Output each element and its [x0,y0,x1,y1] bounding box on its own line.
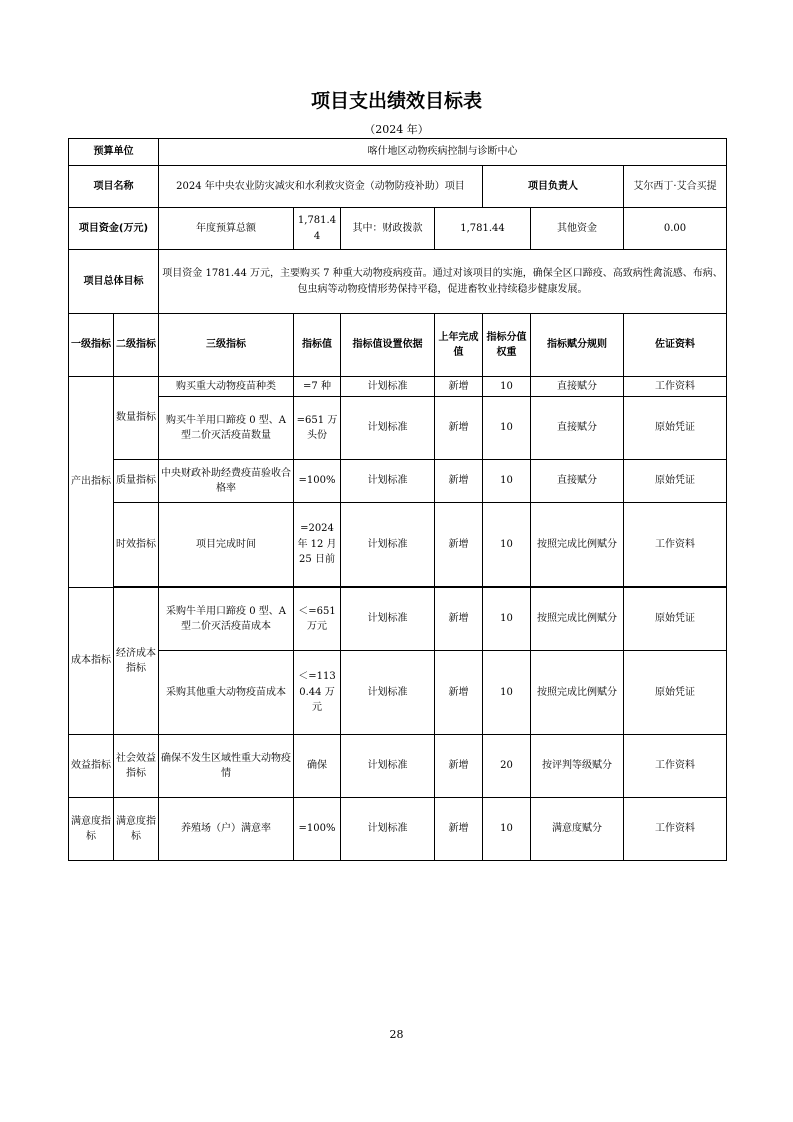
last-year-cell: 新增 [435,397,483,460]
table-row [69,798,727,861]
group-economic-cost: 经济成本指标 [114,588,159,735]
last-year-cell: 新增 [435,503,483,587]
overall-goal-label: 项目总体目标 [69,250,159,314]
page-number: 28 [389,1028,404,1041]
indicator-cell: 项目完成时间 [159,503,294,587]
budget-unit-row [69,139,727,166]
group-satisfaction-sub: 满意度指标 [114,798,159,861]
project-name-value: 2024 年中央农业防灾减灾和水利救灾资金（动物防疫补助）项目 [159,166,483,208]
evidence-cell: 原始凭证 [624,397,727,460]
weight-cell: 10 [483,397,531,460]
table-row [69,377,727,397]
last-year-cell: 新增 [435,588,483,651]
table-row [69,397,727,460]
col-basis: 指标值设置依据 [341,314,435,377]
rule-cell: 按照完成比例赋分 [531,588,624,651]
indicator-cell: 购买牛羊用口蹄疫 0 型、A 型二价灭活疫苗数量 [159,397,294,460]
project-leader-label: 项目负责人 [483,166,624,208]
group-satisfaction: 满意度指标 [69,798,114,861]
table-row [69,651,727,735]
col-level1: 一级指标 [69,314,114,377]
indicator-cell: 采购牛羊用口蹄疫 0 型、A 型二价灭活疫苗成本 [159,588,294,651]
basis-cell: 计划标准 [341,651,435,735]
weight-cell: 10 [483,798,531,861]
last-year-cell: 新增 [435,651,483,735]
rule-cell: 按照完成比例赋分 [531,651,624,735]
evidence-cell: 工作资料 [624,377,727,397]
basis-cell: 计划标准 [341,460,435,503]
col-rule: 指标赋分规则 [531,314,624,377]
indicator-cell: 确保不发生区域性重大动物疫情 [159,735,294,798]
other-funds-label: 其他资金 [531,208,624,250]
evidence-cell: 原始凭证 [624,651,727,735]
annual-total-label: 年度预算总额 [159,208,294,250]
indicator-cell: 中央财政补助经费疫苗验收合格率 [159,460,294,503]
funds-label: 项目资金(万元) [69,208,159,250]
budget-unit-label: 预算单位 [69,139,159,166]
other-funds-value: 0.00 [624,208,727,250]
group-cost: 成本指标 [69,588,114,735]
project-name-row [69,166,727,208]
evidence-cell: 原始凭证 [624,460,727,503]
funds-row [69,208,727,250]
basis-cell: 计划标准 [341,735,435,798]
weight-cell: 10 [483,588,531,651]
weight-cell: 20 [483,735,531,798]
basis-cell: 计划标准 [341,397,435,460]
project-name-label: 项目名称 [69,166,159,208]
weight-cell: 10 [483,377,531,397]
basis-cell: 计划标准 [341,503,435,587]
basis-cell: 计划标准 [341,798,435,861]
indicator-cell: 购买重大动物疫苗种类 [159,377,294,397]
rule-cell: 满意度赋分 [531,798,624,861]
table-row [69,503,727,587]
col-weight: 指标分值权重 [483,314,531,377]
value-cell: =2024 年 12 月 25 日前 [294,503,341,587]
table-row [69,588,727,651]
value-cell: =100% [294,798,341,861]
last-year-cell: 新增 [435,377,483,397]
col-level2: 二级指标 [114,314,159,377]
last-year-cell: 新增 [435,798,483,861]
annual-total-value: 1,781.44 [294,208,341,250]
overall-goal-row [69,250,727,314]
last-year-cell: 新增 [435,735,483,798]
evidence-cell: 原始凭证 [624,588,727,651]
rule-cell: 按照完成比例赋分 [531,503,624,587]
rule-cell: 直接赋分 [531,397,624,460]
fiscal-value: 1,781.44 [435,208,531,250]
basis-cell: 计划标准 [341,377,435,397]
value-cell: ＜=651 万元 [294,588,341,651]
col-value: 指标值 [294,314,341,377]
table-row [69,460,727,503]
page-title: 项目支出绩效目标表 [310,90,482,112]
value-cell: 确保 [294,735,341,798]
group-quality: 质量指标 [114,460,159,503]
performance-table [68,138,727,861]
col-level3: 三级指标 [159,314,294,377]
year-subtitle: （2024 年） [364,123,429,136]
basis-cell: 计划标准 [341,588,435,651]
evidence-cell: 工作资料 [624,798,727,861]
value-cell: =651 万头份 [294,397,341,460]
rule-cell: 按评判等级赋分 [531,735,624,798]
value-cell: =7 种 [294,377,341,397]
group-output: 产出指标 [69,377,114,588]
weight-cell: 10 [483,460,531,503]
group-benefit: 效益指标 [69,735,114,798]
col-evidence: 佐证资料 [624,314,727,377]
project-leader-value: 艾尔西丁·艾合买提 [624,166,727,208]
value-cell: =100% [294,460,341,503]
evidence-cell: 工作资料 [624,503,727,587]
table-row [69,735,727,798]
col-last-year: 上年完成值 [435,314,483,377]
last-year-cell: 新增 [435,460,483,503]
rule-cell: 直接赋分 [531,377,624,397]
indicator-cell: 采购其他重大动物疫苗成本 [159,651,294,735]
overall-goal-text: 项目资金 1781.44 万元，主要购买 7 种重大动物疫病疫苗。通过对该项目的实施，确保全区口蹄疫、高致病性禽流感、布病、包虫病等动物疫情形势保持平稳，促进畜牧业持续稳步健康发展。 [159,250,727,314]
group-quantity: 数量指标 [114,377,159,460]
group-timeliness: 时效指标 [114,503,159,587]
column-header-row [69,314,727,377]
evidence-cell: 工作资料 [624,735,727,798]
value-cell: ＜=1130.44 万元 [294,651,341,735]
weight-cell: 10 [483,651,531,735]
budget-unit-value: 喀什地区动物疾病控制与诊断中心 [159,139,727,166]
fiscal-label: 其中：财政拨款 [341,208,435,250]
rule-cell: 直接赋分 [531,460,624,503]
group-social-benefit: 社会效益指标 [114,735,159,798]
indicator-cell: 养殖场（户）满意率 [159,798,294,861]
weight-cell: 10 [483,503,531,587]
